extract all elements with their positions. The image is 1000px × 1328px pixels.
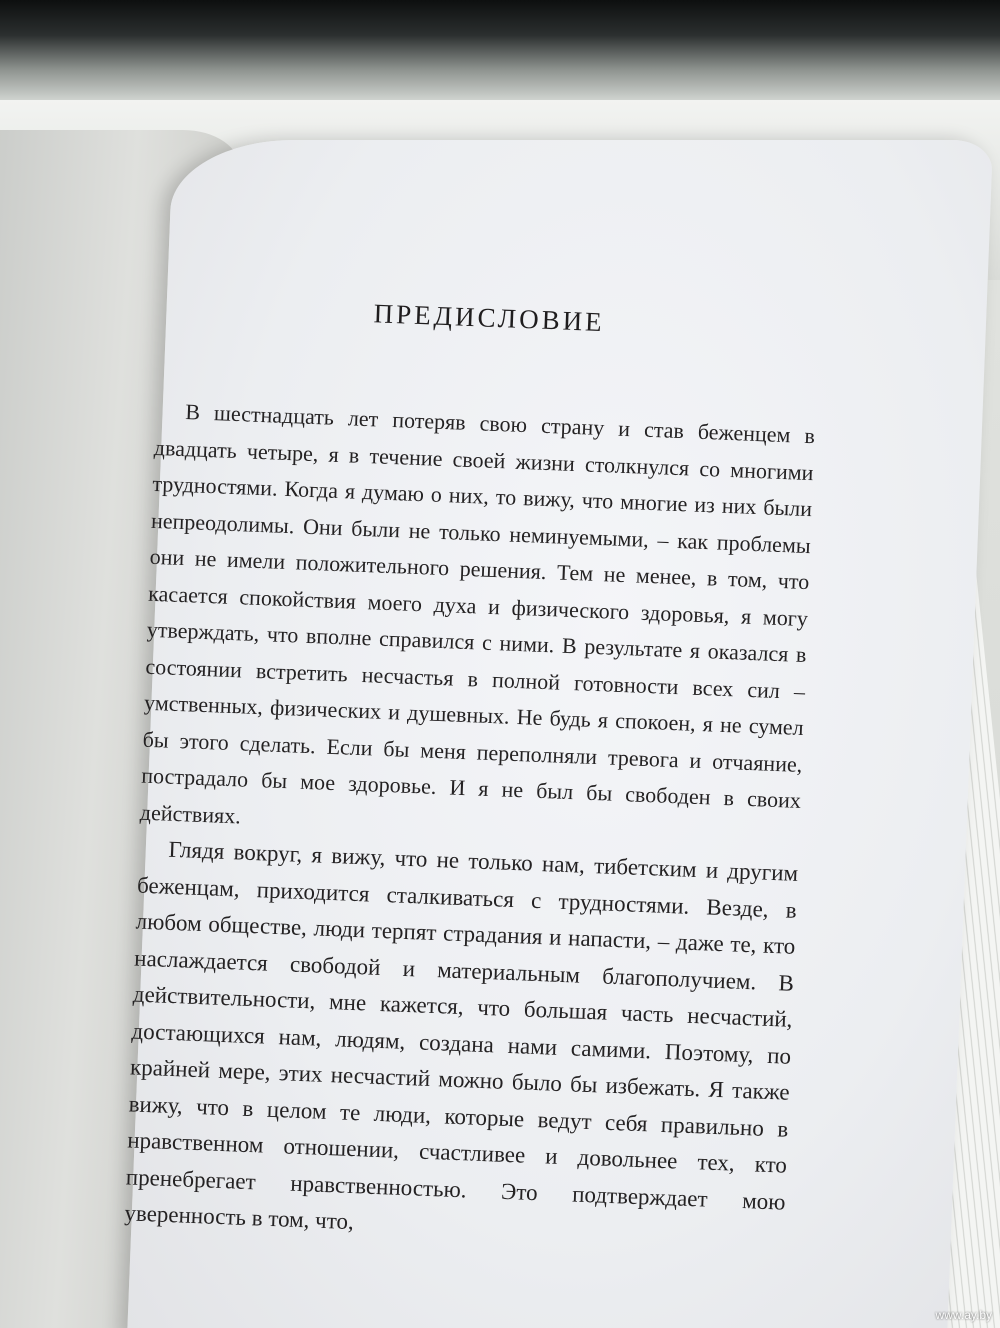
paragraph-2: Глядя вокруг, я вижу, что не только нам, тибетским и другим беженцам, приходится сталкиваться с трудностями. Везде, в любом обществе, люди терпят страдания и напасти, – даже те, кто наслаждается свободой и материальным благополучием. В действительности, мне кажется, что большая часть несчастий, достающихся нам, людям, создана нами самими. Поэтому, по крайней мере, этих несчастий можно было бы избежать. Я также вижу, что в целом те люди, которые ведут себя правильно в нравственном отношении, счастливее и довольнее тех, кто пренебрегает нравственностью. Это подтверждает мою уверенность в том, что,	[124, 836, 799, 1235]
watermark: www.ay.by	[935, 1308, 992, 1322]
paragraph-1: В шестнадцать лет потеряв свою страну и став беженцем в двадцать четыре, я в течение своей жизни столкнулся со многими трудностями. Когда я думаю о них, то вижу, что многие из них были непреодолимы. Они были не только неминуемыми, – как проблемы они не имели положительного решения. Тем не менее, в том, что касается спокойствия моего духа и физического здоровья, я могу утверждать, что вполне справился с ними. В результате я оказался в состоянии встретить несчастья в полной готовности всех сил – умственных, физических и душевных. Не будь я спокоен, я не сумел бы этого сделать. Если бы меня переполняли тревога и отчаяние, пострадало бы мое здоровье. И я не был бы свободен в своих действиях.	[139, 399, 816, 828]
page-content	[124, 290, 820, 1257]
page-title: ПРЕДИСЛОВИЕ	[373, 298, 606, 338]
window-frame	[0, 0, 1000, 100]
